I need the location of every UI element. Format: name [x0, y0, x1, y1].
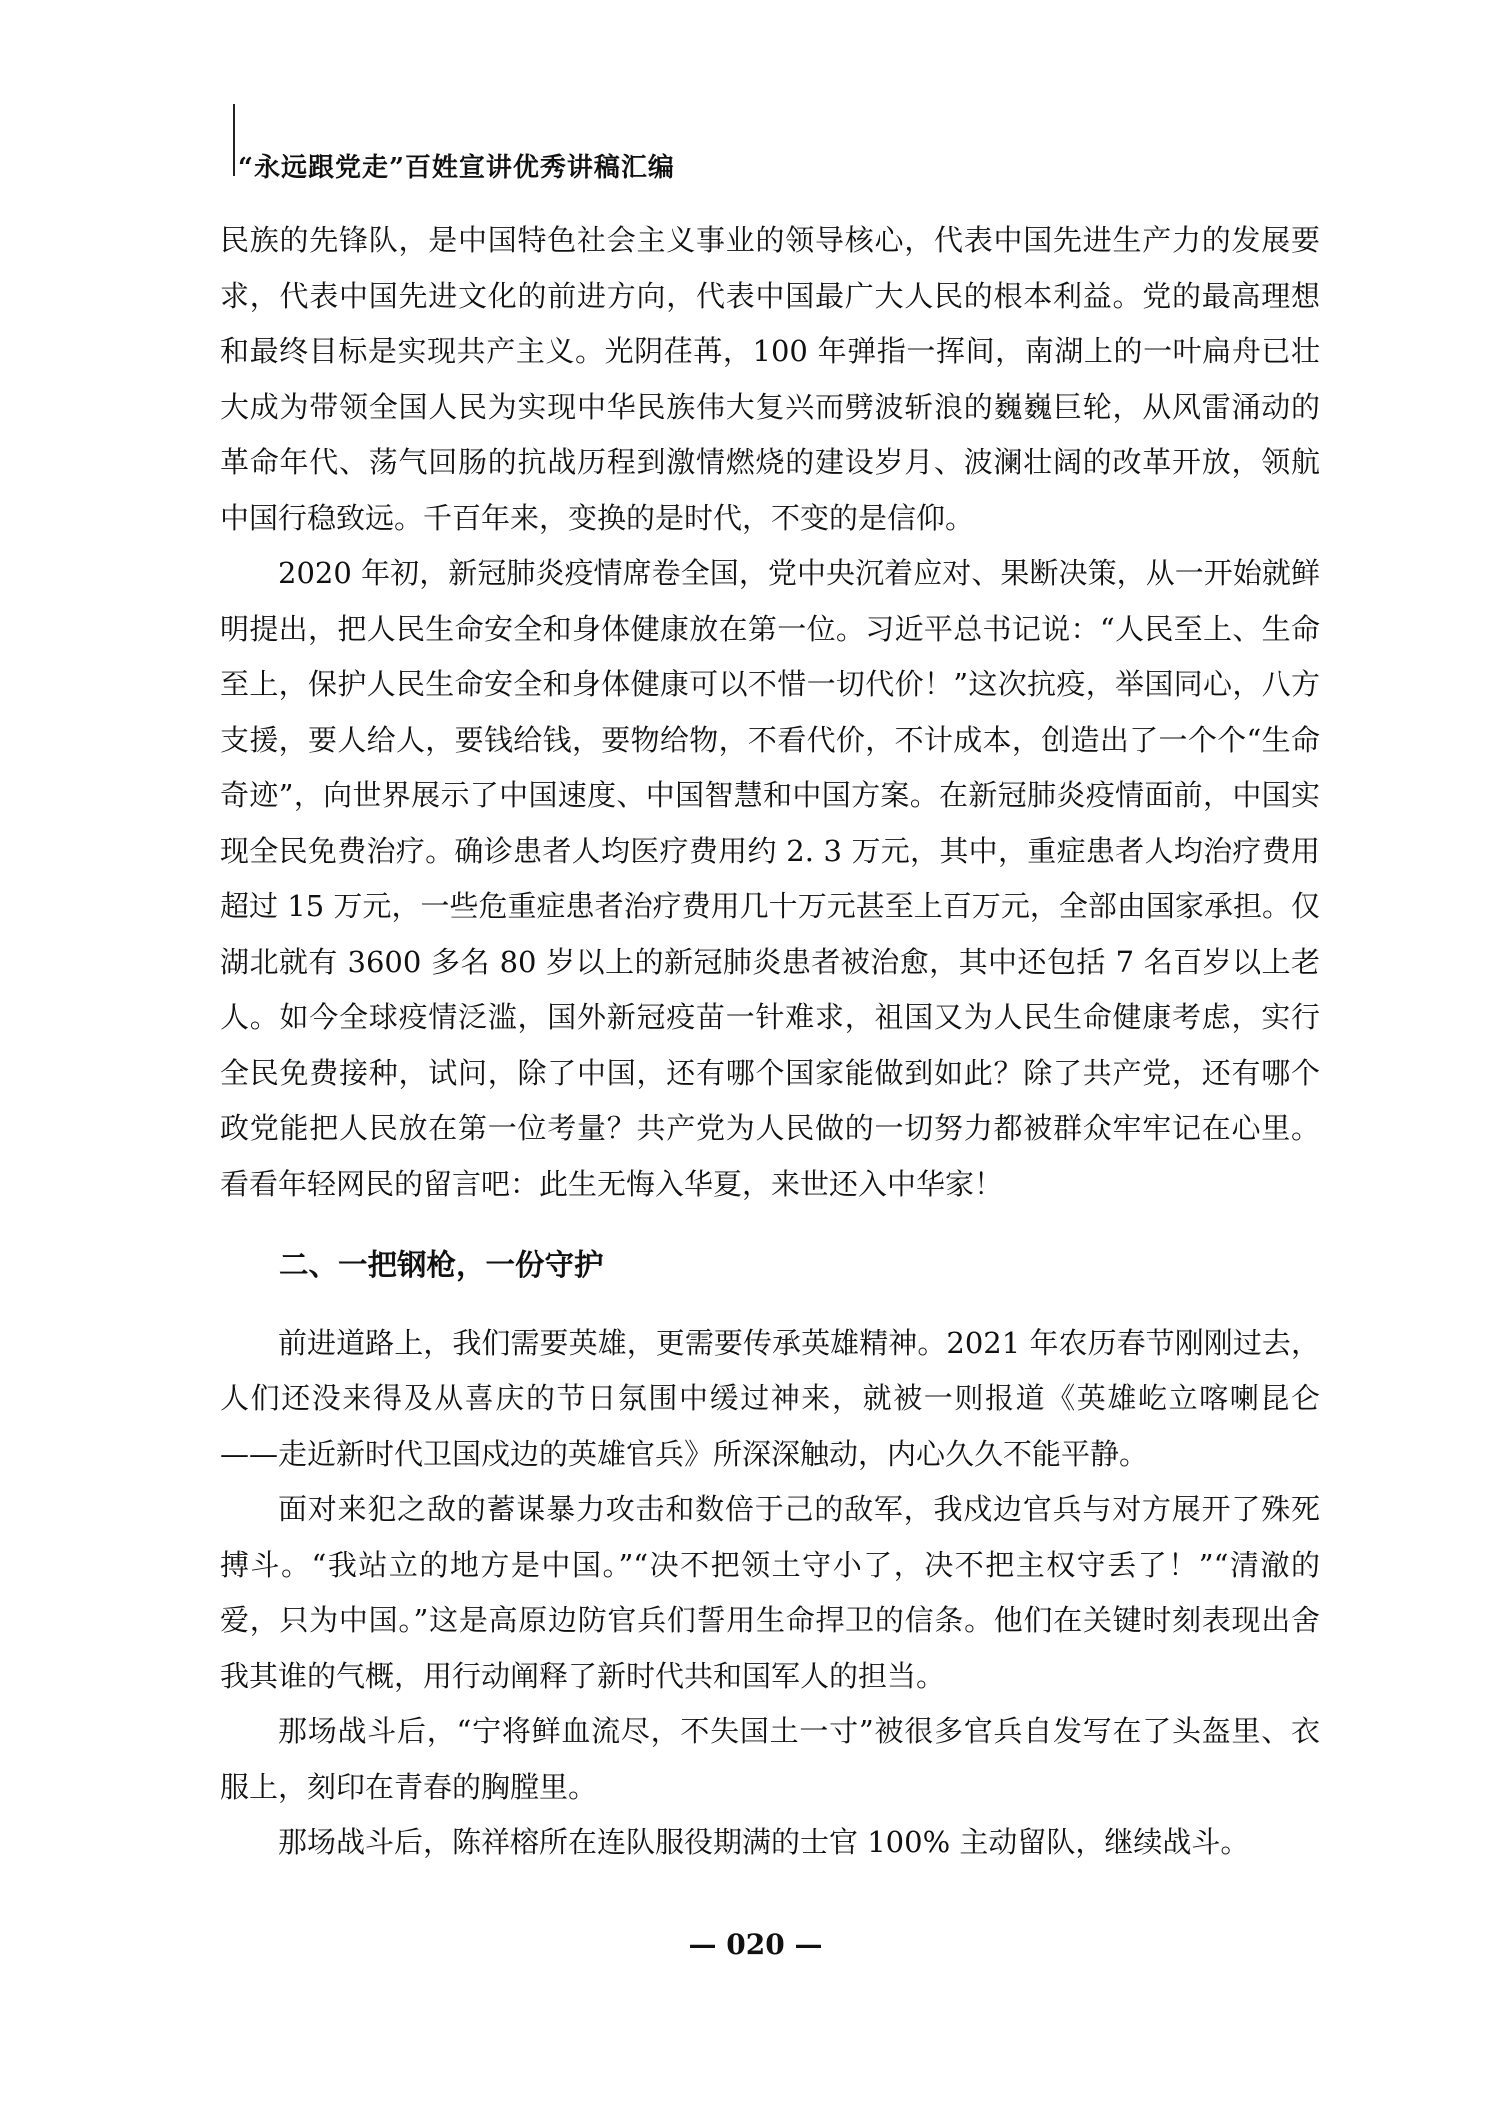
header-divider-line — [233, 104, 235, 176]
paragraph-4: 面对来犯之敌的蓄谋暴力攻击和数倍于己的敌军，我戍边官兵与对方展开了殊死搏斗。“我站立的地方是中国。”“决不把领土守小了，决不把主权守丢了！”“清澈的爱，只为中国。”这是高原边防官兵们誓用生命捍卫的信条。他们在关键时刻表现出舍我其谁的气概，用行动阐释了新时代共和国军人的担当。 — [220, 1492, 1320, 1693]
running-header-title: “永远跟党走”百姓宣讲优秀讲稿汇编 — [238, 153, 675, 183]
paragraph-1: 民族的先锋队，是中国特色社会主义事业的领导核心，代表中国先进生产力的发展要求，代表中国先进文化的前进方向，代表中国最广大人民的根本利益。党的最高理想和最终目标是实现共产主义。光阴荏苒，100 年弹指一挥间，南湖上的一叶扁舟已壮大成为带领全国人民为实现中华民族伟大复兴而劈波斩浪的巍巍巨轮，从风雷涌动的革命年代、荡气回肠的抗战历程到激情燃烧的建设岁月、波澜壮阔的改革开放，领航中国行稳致远。千百年来，变换的是时代，不变的是信仰。 — [220, 223, 1320, 535]
page-body — [220, 213, 1320, 1871]
page-number: — 020 — — [688, 1928, 823, 1961]
paragraph-6: 那场战斗后，陈祥榕所在连队服役期满的士官 100% 主动留队，继续战斗。 — [278, 1825, 1250, 1859]
paragraph-3: 前进道路上，我们需要英雄，更需要传承英雄精神。2021 年农历春节刚刚过去，人们还没来得及从喜庆的节日氛围中缓过神来，就被一则报道《英雄屹立喀喇昆仑——走近新时代卫国戍边的英雄官兵》所深深触动，内心久久不能平静。 — [220, 1325, 1320, 1471]
paragraph-2: 2020 年初，新冠肺炎疫情席卷全国，党中央沉着应对、果断决策，从一开始就鲜明提出，把人民生命安全和身体健康放在第一位。习近平总书记说：“人民至上、生命至上，保护人民生命安全和身体健康可以不惜一切代价！”这次抗疫，举国同心，八方支援，要人给人，要钱给钱，要物给物，不看代价，不计成本，创造出了一个个“生命奇迹”，向世界展示了中国速度、中国智慧和中国方案。在新冠肺炎疫情面前，中国实现全民免费治疗。确诊患者人均医疗费用约 2. 3 万元，其中，重症患者人均治疗费用超过 15 万元，一些危重症患者治疗费用几十万元甚至上百万元，全部由国家承担。仅湖北就有 3600 多名 80 岁以上的新冠肺炎患者被治愈，其中还包括 7 名百岁以上老人。如今全球疫情泛滥，国外新冠疫苗一针难求，祖国又为人民生命健康考虑，实行全民免费接种，试问，除了中国，还有哪个国家能做到如此？除了共产党，还有哪个政党能把人民放在第一位考量？共产党为人民做的一切努力都被群众牢牢记在心里。看看年轻网民的留言吧：此生无悔入华夏，来世还入中华家！ — [220, 556, 1320, 1201]
paragraph-5: 那场战斗后，“宁将鲜血流尽，不失国土一寸”被很多官兵自发写在了头盔里、衣服上，刻印在青春的胸膛里。 — [220, 1714, 1320, 1804]
section-heading: 二、一把钢枪，一份守护 — [279, 1248, 604, 1282]
